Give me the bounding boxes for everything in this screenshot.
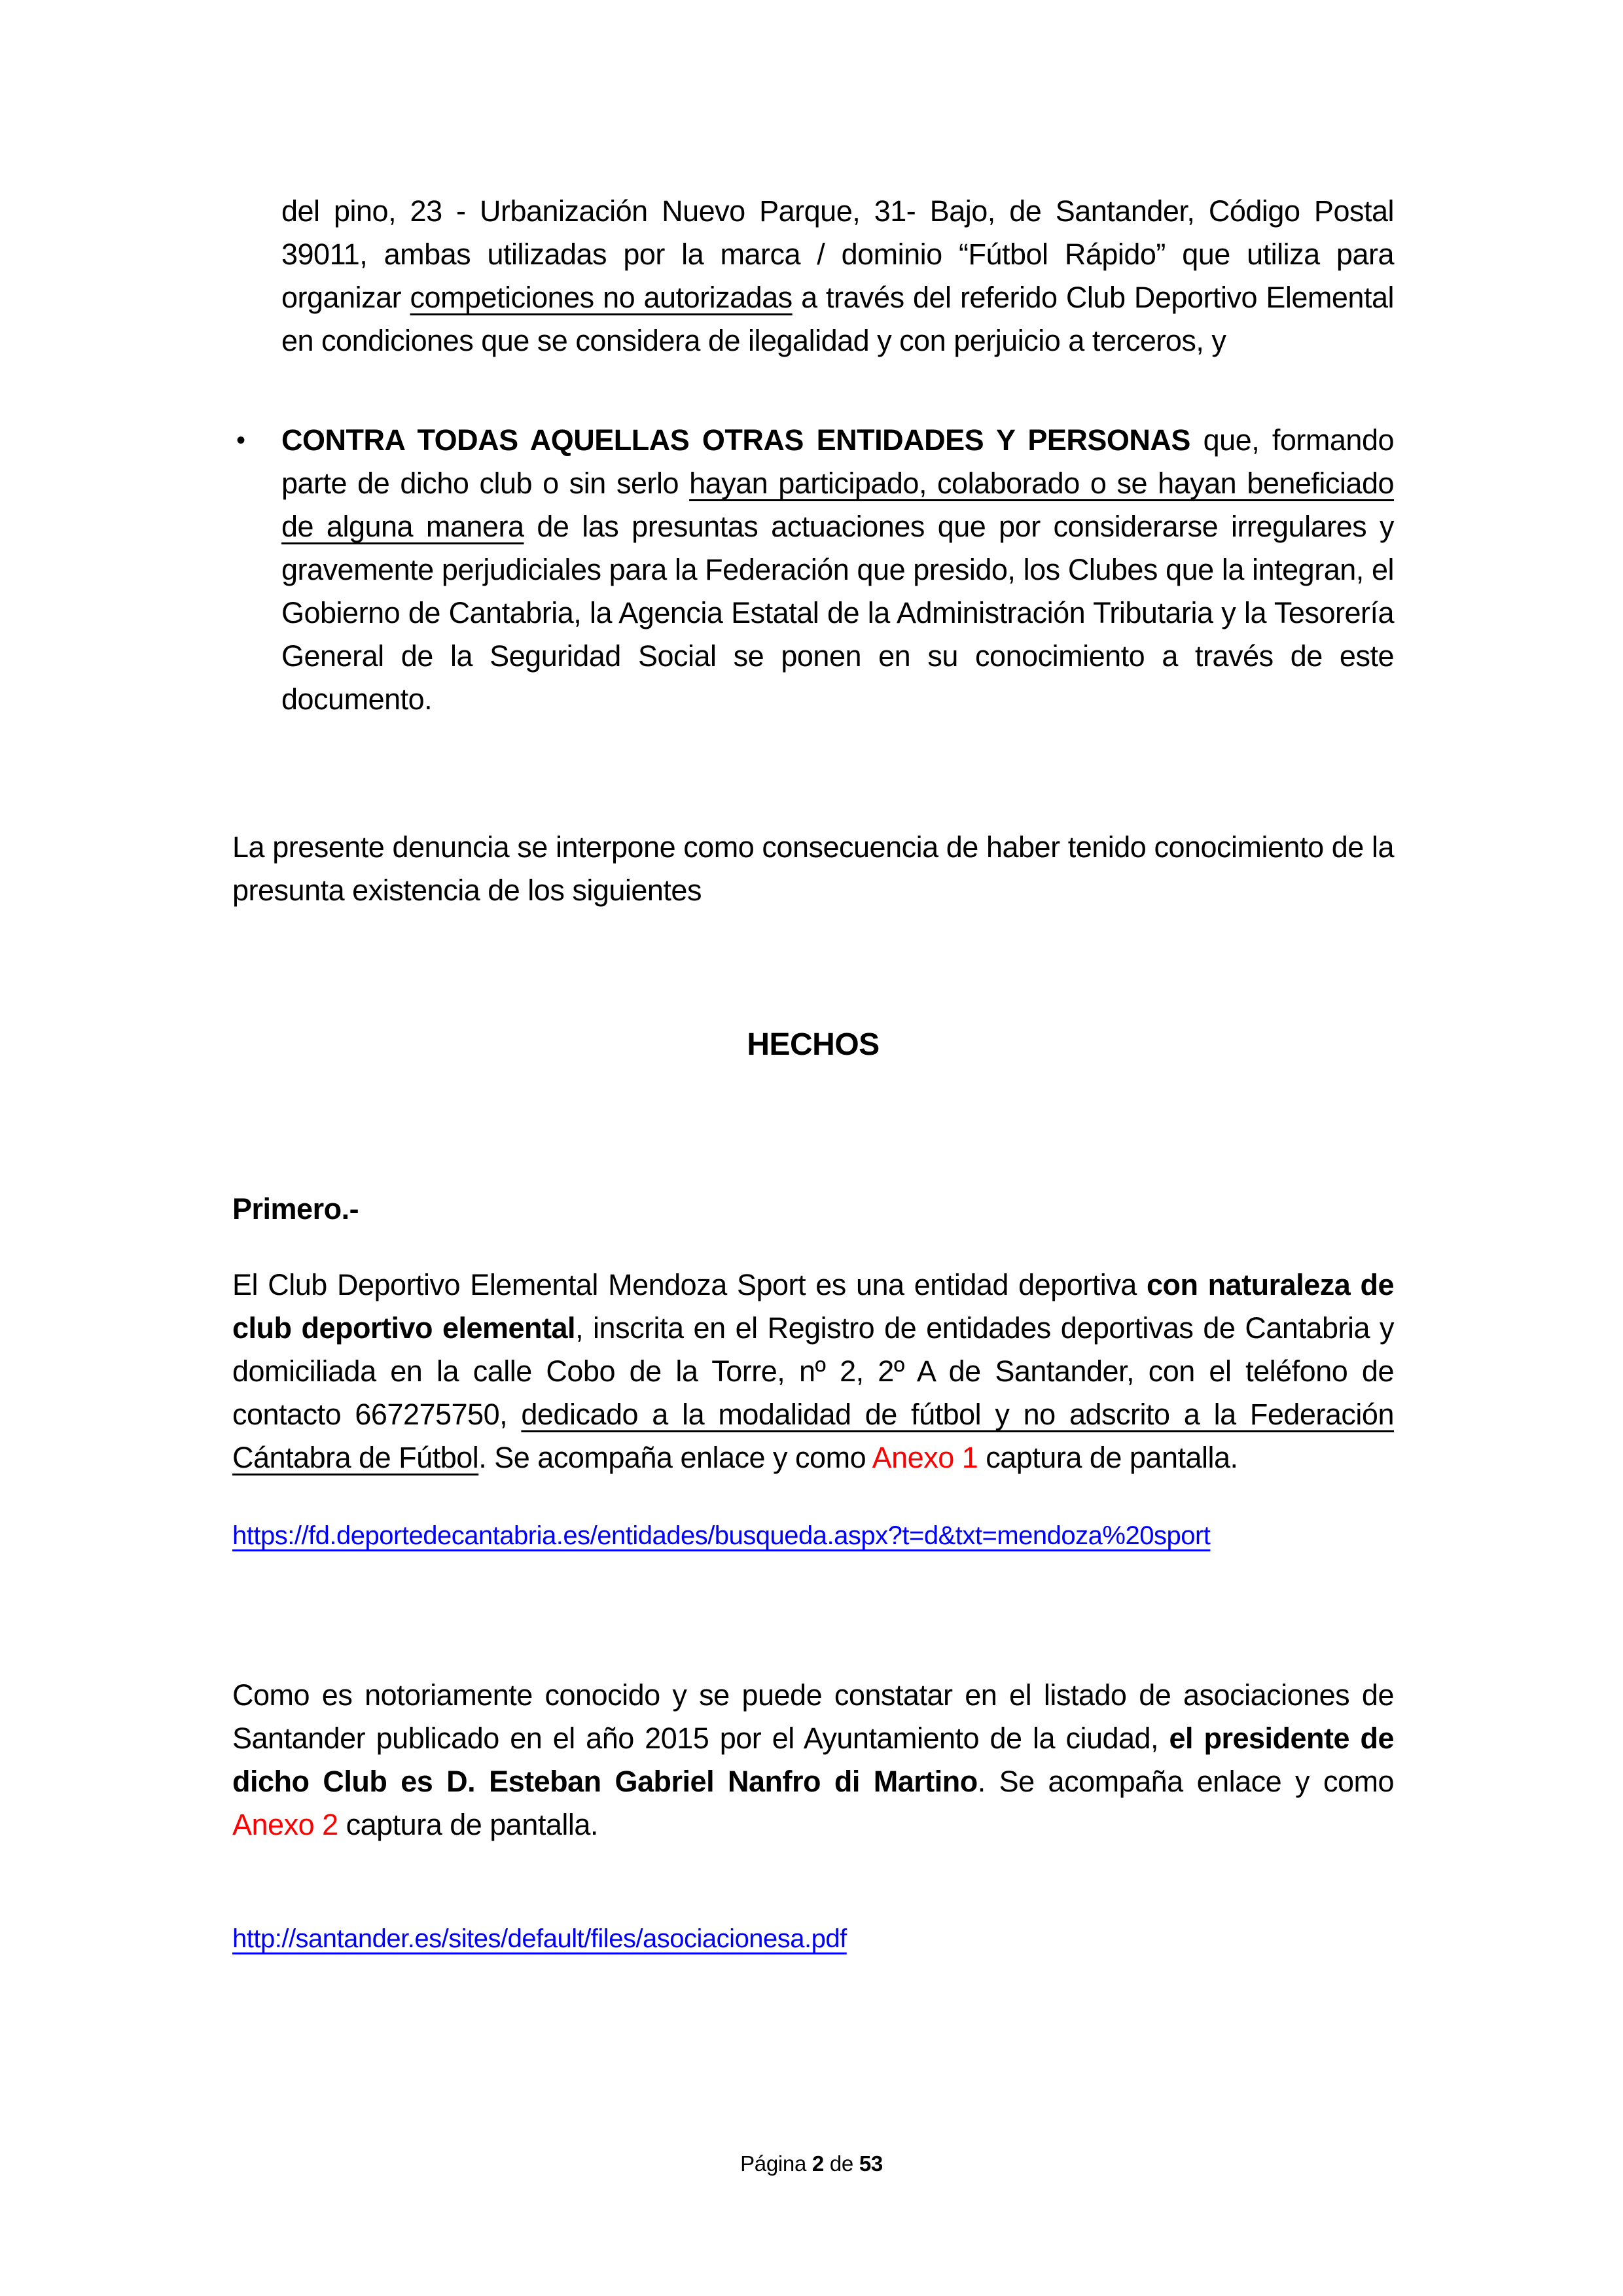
link-line-asociaciones [232, 1922, 1394, 1956]
text-segment: 53 [859, 2151, 883, 2176]
text-segment: dedicado a la modalidad de fútbol y no adscrito a la Federación Cántabra de Fútbol [232, 1398, 1394, 1474]
bullet-icon: • [236, 426, 245, 455]
text-segment: El Club Deportivo Elemental Mendoza Sport es una entidad deportiva [232, 1268, 1147, 1301]
text-segment: a través del referido Club Deportivo Elemental en condiciones que se considera de ilegalidad y con perjuicio a terceros, y [281, 281, 1394, 357]
page-footer [0, 2151, 1623, 2177]
text-segment: del pino, 23 - Urbanización Nuevo Parque, 31- Bajo, de Santander, Código Postal 39011, ambas utilizadas por la marca / dominio “Fútbol Rápido” que utiliza para organizar [281, 194, 1394, 314]
paragraph-denuncia-intro [232, 826, 1394, 912]
text-segment: Página [740, 2151, 812, 2176]
text-segment: captura de pantalla. [978, 1441, 1238, 1474]
text-segment: hayan participado, colaborado o se hayan beneficiado de alguna manera [281, 467, 1395, 543]
link-deportedecantabria[interactable]: https://fd.deportedecantabria.es/entidades/busqueda.aspx?t=d&txt=mendoza%20sport [232, 1521, 1211, 1550]
link-line-entidades [232, 1519, 1394, 1553]
paragraph-address-continuation [281, 190, 1394, 362]
text-segment: Anexo 2 [232, 1808, 338, 1841]
text-segment: de las presuntas actuaciones que por considerarse irregulares y gravemente perjudiciales para la Federación que presido, los Clubes que la integran, el Gobierno de Cantabria, la Agencia Estatal de la Administración Tributaria y la Tesorería General de la Seguridad Social se ponen en su conocimiento a través de este documento. [281, 510, 1394, 716]
document-content [232, 190, 1394, 1956]
text-segment: captura de pantalla. [338, 1808, 598, 1841]
text-segment: La presente denuncia se interpone como consecuencia de haber tenido conocimiento de la presunta existencia de los siguientes [232, 830, 1394, 907]
subsection-heading-primero: Primero.- [232, 1192, 359, 1226]
text-segment: el presidente de dicho Club es D. Esteban Gabriel Nanfro di Martino [232, 1722, 1394, 1798]
paragraph-club-description [232, 1263, 1394, 1479]
page-number [740, 2151, 883, 2176]
paragraph-presidente [232, 1674, 1394, 1846]
text-segment: de [823, 2151, 859, 2176]
text-segment: que, formando parte de dicho club o sin serlo [281, 423, 1395, 500]
section-heading-hechos: HECHOS [747, 1027, 880, 1062]
bullet-item-text [281, 423, 1394, 716]
text-segment: con naturaleza de club deportivo elemental [232, 1268, 1394, 1345]
bullet-item-entities [232, 419, 1394, 721]
text-segment: competiciones no autorizadas [410, 281, 793, 314]
text-segment: , inscrita en el Registro de entidades deportivas de Cantabria y domiciliada en la calle Cobo de la Torre, nº 2, 2º A de Santander, con el teléfono de contacto 667275750, [232, 1311, 1394, 1431]
text-segment: Anexo 1 [872, 1441, 978, 1474]
text-segment: CONTRA TODAS AQUELLAS OTRAS ENTIDADES Y PERSONAS [281, 423, 1190, 457]
text-segment: Como es notoriamente conocido y se puede constatar en el listado de asociaciones de Santander publicado en el año 2015 por el Ayuntamiento de la ciudad, [232, 1678, 1394, 1755]
text-segment: 2 [812, 2151, 824, 2176]
link-santander-asociaciones[interactable]: http://santander.es/sites/default/files/asociacionesa.pdf [232, 1924, 847, 1953]
text-segment: . Se acompaña enlace y como [977, 1765, 1394, 1798]
text-segment: . Se acompaña enlace y como [478, 1441, 872, 1474]
